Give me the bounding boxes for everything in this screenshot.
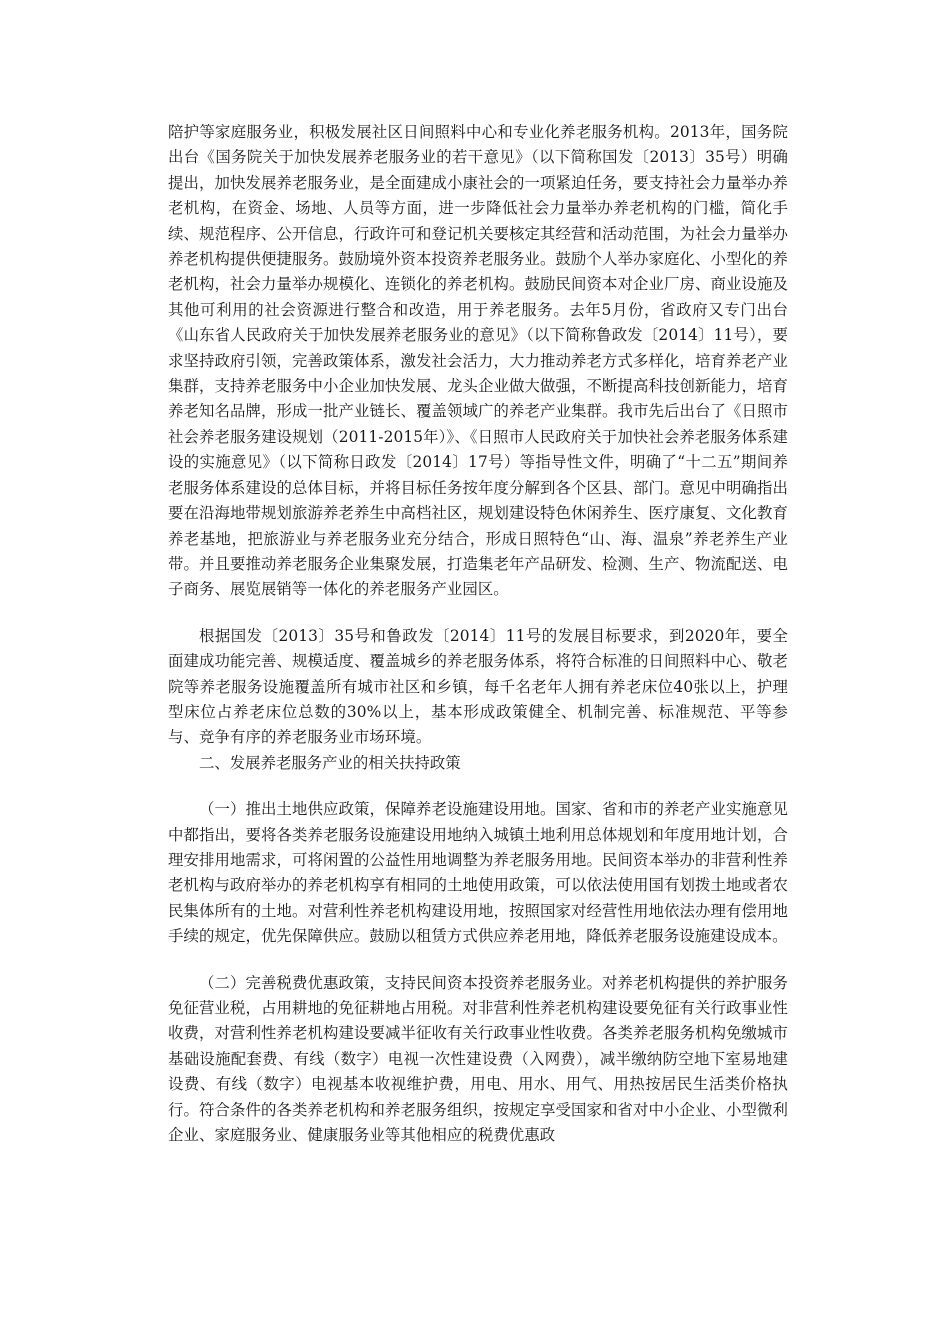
paragraph-continued: 陪护等家庭服务业，积极发展社区日间照料中心和专业化养老服务机构。2013年，国务院出台《国务院关于加快发展养老服务业的若干意见》（以下简称国发〔2013〕35号）明确提出，加快发展养老服务业，是全面建成小康社会的一项紧迫任务，要支持社会力量举办养老机构，在资金、场地、人员等方面，进一步降低社会力量举办养老机构的门槛，简化手续、规范程序、公开信息，行政许可和登记机关要核定其经营和活动范围，为社会力量举办养老机构提供便捷服务。鼓励境外资本投资养老服务业。鼓励个人举办家庭化、小型化的养老机构，社会力量举办规模化、连锁化的养老机构。鼓励民间资本对企业厂房、商业设施及其他可利用的社会资源进行整合和改造，用于养老服务。去年5月份，省政府又专门出台《山东省人民政府关于加快发展养老服务业的意见》（以下简称鲁政发〔2014〕11号），要求坚持政府引领，完善政策体系，激发社会活力，大力推动养老方式多样化，培育养老产业集群，支持养老服务中小企业加快发展、龙头企业做大做强，不断提高科技创新能力，培育养老知名品牌，形成一批产业链长、覆盖领域广的养老产业集群。我市先后出台了《日照市社会养老服务建设规划（2011-2015年）》、《日照市人民政府关于加快社会养老服务体系建设的实施意见》（以下简称日政发〔2014〕17号）等指导性文件，明确了“十二五”期间养老服务体系建设的总体目标，并将目标任务按年度分解到各个区县、部门。意见中明确指出要在沿海地带规划旅游养老养生中高档社区，规划建设特色休闲养生、医疗康复、文化教育养老基地，把旅游业与养老服务业充分结合，形成日照特色“山、海、温泉”养老养生产业带。并且要推动养老服务企业集聚发展，打造集老年产品研发、检测、生产、物流配送、电子商务、展览展销等一体化的养老服务产业园区。 — [168, 123, 788, 599]
paragraph-development-goals: 根据国发〔2013〕35号和鲁政发〔2014〕11号的发展目标要求，到2020年，要全面建成功能完善、规模适度、覆盖城乡的养老服务体系，将符合标准的日间照料中心、敬老院等养老服务设施覆盖所有城市社区和乡镇，每千名老年人拥有养老床位40张以上，护理型床位占养老床位总数的30%以上，基本形成政策健全、机制完善、标准规范、平等参与、竞争有序的养老服务业市场环境。 — [168, 626, 788, 747]
document-page — [168, 120, 788, 1148]
paragraph-tax-policy: （二）完善税费优惠政策，支持民间资本投资养老服务业。对养老机构提供的养护服务免征营业税，占用耕地的免征耕地占用税。对非营利性养老机构建设要免征有关行政事业性收费，对营利性养老机构建设要减半征收有关行政事业性收费。各类养老服务机构免缴城市基础设施配套费、有线（数字）电视一次性建设费（入网费），减半缴纳防空地下室易地建设费、有线（数字）电视基本收视维护费，用电、用水、用气、用热按居民生活类价格执行。符合条件的各类养老机构和养老服务组织，按规定享受国家和省对中小企业、小型微利企业、家庭服务业、健康服务业等其他相应的税费优惠政 — [168, 973, 788, 1145]
section-heading: 二、发展养老服务产业的相关扶持政策 — [199, 753, 461, 772]
paragraph-land-policy: （一）推出土地供应政策，保障养老设施建设用地。国家、省和市的养老产业实施意见中都指出，要将各类养老服务设施建设用地纳入城镇土地利用总体规划和年度用地计划，合理安排用地需求，可将闲置的公益性用地调整为养老服务用地。民间资本举办的非营利性养老机构与政府举办的养老机构享有相同的土地使用政策，可以依法使用国有划拨土地或者农民集体所有的土地。对营利性养老机构建设用地，按照国家对经营性用地依法办理有偿用地手续的规定，优先保障供应。鼓励以租赁方式供应养老用地，降低养老服务设施建设成本。 — [168, 800, 788, 946]
